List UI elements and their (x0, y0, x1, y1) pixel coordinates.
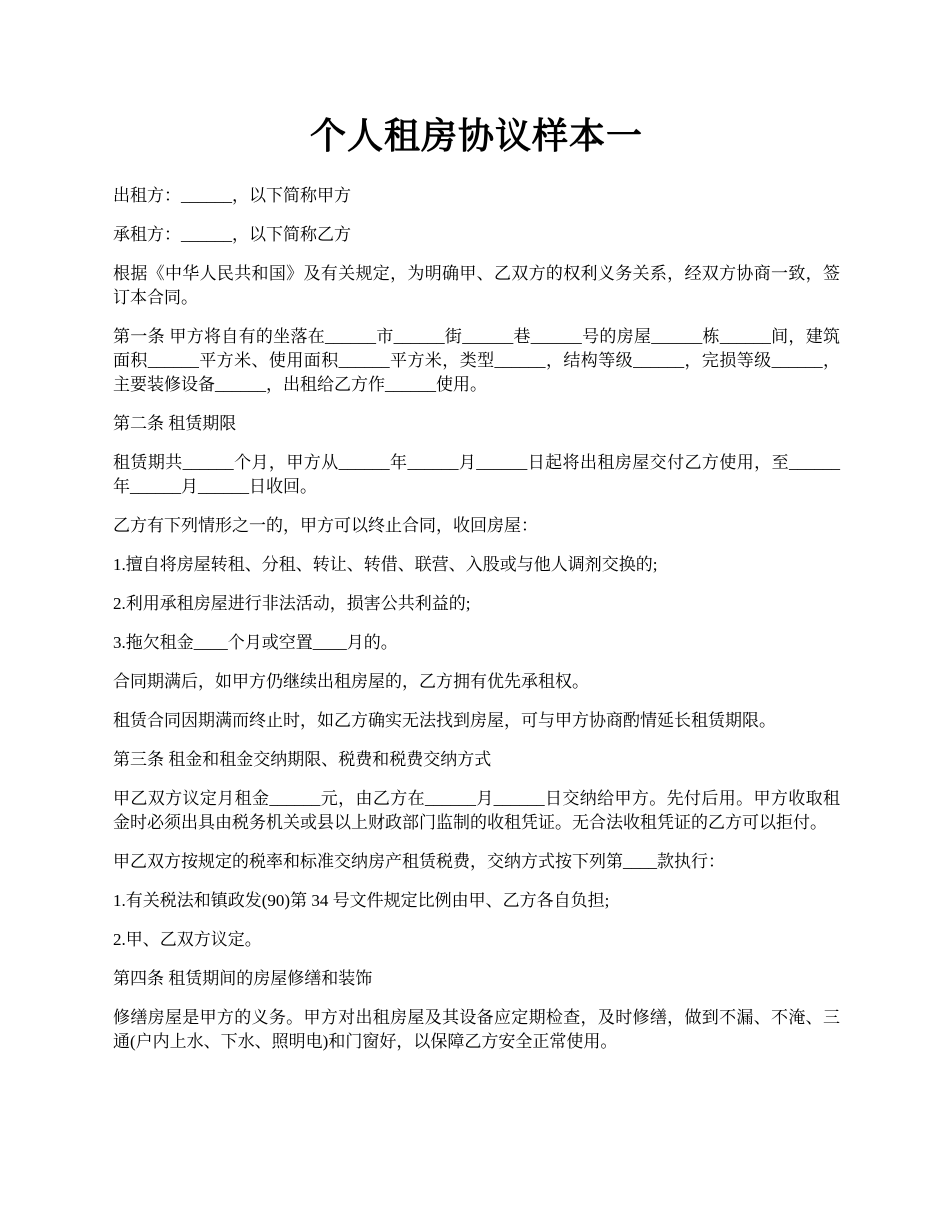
paragraph-extension: 租赁合同因期满而终止时，如乙方确实无法找到房屋，可与甲方协商酌情延长租赁期限。 (113, 711, 776, 730)
paragraph-rent: 甲乙双方议定月租金______元，由乙方在______月______日交纳给甲方。先付后用。甲方收取租金时必须出具由税务机关或县以上财政部门监制的收租凭证。无合法收租凭证的乙方可以拒付。 (113, 789, 840, 832)
list-item-termination-2: 2.利用承租房屋进行非法活动，损害公共利益的; (113, 594, 471, 613)
paragraph-lease-term: 租赁期共______个月，甲方从______年______月______日起将出租房屋交付乙方使用，至______年______月______日收回。 (113, 453, 840, 496)
heading-article-4: 第四条 租赁期间的房屋修缮和装饰 (113, 969, 373, 988)
list-item-tax-2: 2.甲、乙双方议定。 (113, 930, 262, 949)
heading-article-3: 第三条 租金和租金交纳期限、税费和税费交纳方式 (113, 750, 492, 769)
paragraph-lessor: 出租方：______，以下简称甲方 (113, 186, 351, 205)
paragraph-article-1: 第一条 甲方将自有的坐落在______市______街______巷______号的房屋______栋______间，建筑面积______平方米、使用面积______平方米，类型______，结构等级______，完损等级______，主要装修设备______，出租给乙方作______使用。 (113, 327, 840, 394)
list-item-termination-1: 1.擅自将房屋转租、分租、转让、转借、联营、入股或与他人调剂交换的; (113, 555, 658, 574)
paragraph-termination-intro: 乙方有下列情形之一的，甲方可以终止合同，收回房屋： (113, 516, 538, 535)
document-title: 个人租房协议样本一 (309, 116, 643, 156)
list-item-termination-3: 3.拖欠租金____个月或空置____月的。 (113, 633, 398, 652)
paragraph-tax-intro: 甲乙双方按规定的税率和标准交纳房产租赁税费，交纳方式按下列第____款执行： (113, 852, 725, 871)
document-page (113, 108, 840, 1069)
list-item-tax-1: 1.有关税法和镇政发(90)第 34 号文件规定比例由甲、乙方各自负担; (113, 891, 610, 910)
paragraph-lessee: 承租方：______，以下简称乙方 (113, 225, 351, 244)
paragraph-repairs: 修缮房屋是甲方的义务。甲方对出租房屋及其设备应定期检查，及时修缮，做到不漏、不淹、三通(户内上水、下水、照明电)和门窗好，以保障乙方安全正常使用。 (113, 1008, 840, 1051)
paragraph-preamble: 根据《中华人民共和国》及有关规定，为明确甲、乙双方的权利义务关系，经双方协商一致，签订本合同。 (113, 264, 840, 307)
paragraph-priority-right: 合同期满后，如甲方仍继续出租房屋的，乙方拥有优先承租权。 (113, 672, 589, 691)
heading-article-2: 第二条 租赁期限 (113, 414, 237, 433)
